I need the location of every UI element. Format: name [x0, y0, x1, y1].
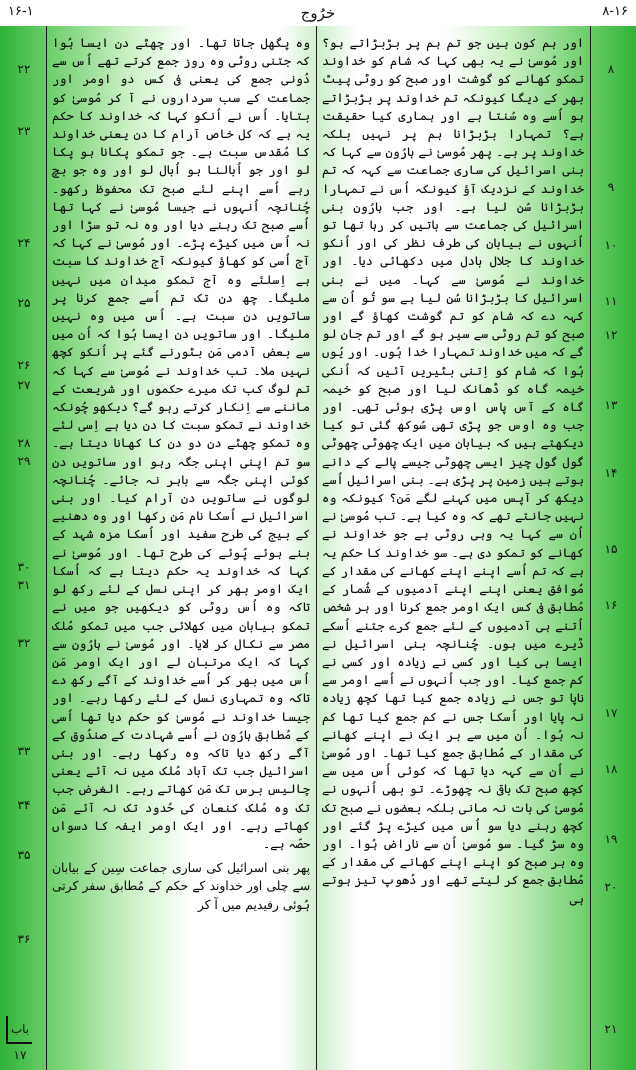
verse-number: ۸	[607, 62, 615, 76]
verse-number: ۱۵	[604, 542, 618, 556]
verse-number: ۳۲	[17, 636, 31, 650]
verse-number: ۲۹	[17, 454, 31, 468]
verse-number: ۳۰	[17, 560, 31, 574]
verse-number: ۱۳	[604, 398, 618, 412]
verse-number: ۳۶	[17, 932, 31, 946]
verse-number: ۲۵	[17, 296, 31, 310]
verse-number: ۹	[607, 180, 615, 194]
verse-number: ۲۸	[17, 436, 31, 450]
right-margin-rule	[590, 26, 591, 1070]
verse-number: ۱۰	[604, 238, 618, 252]
next-chapter-opening: پھر بنی اسرائیل کی ساری جماعت سِین کے بیابان سے چلی اور خداوند کے حکم کے مُطابق سفر کرتی ہُوئی رفیدیم میں آ کر	[52, 861, 310, 912]
verse-number: ۲۱	[604, 1022, 618, 1036]
page-header	[0, 0, 636, 26]
verse-number: ۱۶	[604, 598, 618, 612]
verse-number: ۱۹	[604, 832, 618, 846]
verse-number: ۲۰	[604, 880, 618, 894]
verse-number: ۱۱	[604, 294, 618, 308]
verse-number: ۲۷	[17, 378, 31, 392]
verse-number: ۲۳	[17, 124, 31, 138]
chapter-range-right: ۸-۱۶	[602, 4, 628, 19]
verse-number: ۱۴	[604, 466, 618, 480]
verse-number: ۳۳	[17, 744, 31, 758]
verse-number: ۲۲	[17, 62, 31, 76]
verse-number: ۳۵	[17, 848, 31, 862]
verse-number: ۱۷	[604, 706, 618, 720]
verse-number: ۱۸	[604, 762, 618, 776]
left-margin-rule	[46, 26, 47, 1070]
chapter-range-left: ۱۶-۱	[8, 4, 34, 19]
center-column-rule	[316, 26, 317, 1070]
verse-number: ۳۴	[17, 798, 31, 812]
verse-number: ۲۴	[17, 236, 31, 250]
verse-number: ۳۱	[17, 578, 31, 592]
left-column-text: وہ پگھل جاتا تھا۔ اور چھٹے دن ایسا ہُوا کہ جتنی روٹی وہ روز جمع کرتے تھے اُس سے دُونی جمع کی یعنی فی کس دو اومر اور جماعت کے سب سرداروں نے آ کر مُوسیٰ کو بتایا۔ اُس نے اُنکو کہا کہ خداوند کا حکم یہ ہے کہ کل خاص آرام کا دن یعنی خداوند کا مُقدس سبت ہے۔ جو تمکو پکانا ہو پکا لو اور جو اُبالنا ہو اُبال لو اور وہ جو بچ رہے اُسے اپنے لئے صبح تک محفوظ رکھو۔ چُنانچہ اُنہوں نے جیسا مُوسیٰ نے کہا تھا اُسے صبح تک رہنے دیا اور وہ نہ تو سڑا اور نہ اُس میں کیڑے پڑے۔ اور مُوسیٰ نے کہا کہ آج اُسی کو کھاؤ کیونکہ آج خداوند کا سبت ہے اِسلئے وہ آج تمکو میدان میں نہیں ملیگا۔ چھ دن تک تم اُسے جمع کرنا پر ساتویں دن سبت ہے۔ اُس میں وہ نہیں ملیگا۔ اور ساتویں دن ایسا ہُوا کہ اُن میں سے بعض آدمی مَن بٹورنے گئے پر اُنکو کچھ نہیں ملا۔ تب خداوند نے مُوسیٰ سے کہا کہ تم لوگ کب تک میرے حکموں اور شریعت کے ماننے سے اِنکار کرتے رہو گے؟ دیکھو چُونکہ خداوند نے تمکو سبت کا دن دیا ہے اِسی لئے وہ تمکو چھٹے دن دو دن کا کھانا دیتا ہے۔ سو تم اپنی اپنی جگہ رہو اور ساتویں دن کوئی اپنی جگہ سے باہر نہ جائے۔ چُنانچہ لوگوں نے ساتویں دن آرام کیا۔ اور بنی اسرائیل نے اُسکا نام مَن رکھا اور وہ دھنیے کے بیج کی طرح سفید اور اُسکا مزہ شہد کے بنے ہوئے پُوئے کی طرح تھا۔ اور مُوسیٰ نے کہا کہ خداوند یہ حکم دیتا ہے کہ اُسکا ایک اومر بھر کر اپنی نسل کے لئے رکھ لو تاکہ وہ اُس روٹی کو دیکھیں جو میں نے تمکو بیابان میں کھلائی جب میں تمکو مُلک مصر سے نکال کر لایا۔ اور مُوسیٰ نے ہارُون سے کہا کہ ایک مرتبان لے اور ایک اومر مَن اُس میں بھر کر اُسے خداوند کے آگے رکھ دے تاکہ وہ تمہاری نسل کے لئے رکھا رہے۔ اور جیسا خداوند نے مُوسیٰ کو حکم دیا تھا اُسی کے مُطابق ہارُون نے اُسے شہادت کے صندُوق کے آگے رکھ دیا تاکہ وہ رکھا رہے۔ اور بنی اسرائیل جب تک آباد مُلک میں نہ آئے یعنی چالیس برس تک مَن کھاتے رہے۔ الغرض جب تک وہ مُلک کنعان کی حُدود تک نہ آئے مَن کھاتے رہے۔ اور ایک اومر ایفہ کا دسواں حصّہ ہے۔	[52, 36, 310, 851]
right-text-column	[322, 34, 584, 1062]
book-title: خرُوج	[300, 4, 336, 22]
verse-number: ۲۶	[17, 358, 31, 372]
verse-number: ۱۲	[604, 328, 618, 342]
chapter-marker: باب ۱۷	[6, 1016, 32, 1044]
left-text-column	[52, 34, 310, 1062]
right-column-text: اور ہم کون ہیں جو تم ہم پر بڑبڑاتے ہو؟ اور مُوسیٰ نے یہ بھی کہا کہ شام کو خداوند تمکو کھانے کو گوشت اور صبح کو روٹی پیٹ بھر کے دیگا کیونکہ تم خداوند پر بڑبڑاتے ہو اُسے وہ سُنتا ہے اور ہماری کیا حقیقت ہے؟ تمہارا بڑبڑانا ہم پر نہیں بلکہ خداوند پر ہے۔ پھر مُوسیٰ نے ہارُون سے کہا کہ بنی اسرائیل کی ساری جماعت سے کہہ کہ تم خداوند کے نزدیک آؤ کیونکہ اُس نے تمہارا بڑبڑانا سُن لیا ہے۔ اور جب ہارُون بنی اسرائیل کی جماعت سے باتیں کر رہا تھا تو اُنہوں نے بیابان کی طرف نظر کی اور اُنکو خداوند کا جلال بادل میں دکھائی دیا۔ اور خداوند نے مُوسیٰ سے کہا۔ میں نے بنی اسرائیل کا بڑبڑانا سُن لیا ہے سو تُو اُن سے کہہ دے کہ شام کو تم گوشت کھاؤ گے اور صبح کو تم روٹی سے سیر ہو گے اور تم جان لو گے کہ میں خداوند تمہارا خدا ہُوں۔ اور یُوں ہُوا کہ شام کو اِتنی بٹیریں آئیں کہ اُنکی خیمہ گاہ کو ڈھانک لیا اور صبح کو خیمہ گاہ کے آس پاس اوس پڑی ہوئی تھی۔ اور جب وہ اوس جو پڑی تھی سُوکھ گئی تو کیا دیکھتے ہیں کہ بیابان میں ایک چھوٹی چھوٹی گول گول چیز ایسی چھوٹی جیسے پالے کے دانے ہوتے ہیں زمین پر پڑی ہے۔ بنی اسرائیل اُسے دیکھ کر آپس میں کہنے لگے مَن؟ کیونکہ وہ نہیں جانتے تھے کہ وہ کیا ہے۔ تب مُوسیٰ نے اُن سے کہا یہ وہی روٹی ہے جو خداوند نے کھانے کو تمکو دی ہے۔ سو خداوند کا حکم یہ ہے کہ تم اُسے اپنے اپنے کھانے کی مقدار کے مُوافق یعنی اپنے اپنے آدمیوں کے شُمار کے مُطابق فی کس ایک اومر جمع کرنا اور ہر شخص اُتنے ہی آدمیوں کے لئے جمع کرے جتنے اُسکے ڈیرے میں ہوں۔ چُنانچہ بنی اسرائیل نے ایسا ہی کیا اور کسی نے زیادہ اور کسی نے کم جمع کیا۔ اور جب اُنہوں نے اُسے اومر سے ناپا تو جس نے زیادہ جمع کیا تھا کچھ زیادہ نہ پایا اور اُسکا جس نے کم جمع کیا تھا کم نہ ہُوا۔ اُن میں سے ہر ایک نے اپنے کھانے کی مقدار کے مُطابق جمع کیا تھا۔ اور مُوسیٰ نے اُن سے کہہ دیا تھا کہ کوئی اُس میں سے کچھ صبح تک باقی نہ چھوڑے۔ تو بھی اُنہوں نے مُوسیٰ کی بات نہ مانی بلکہ بعضوں نے صبح تک کچھ رہنے دیا سو اُس میں کیڑے پڑ گئے اور وہ سڑ گیا۔ سو مُوسیٰ اُن سے ناراض ہُوا۔ اور وہ ہر صبح کو اپنے اپنے کھانے کی مقدار کے مُطابق جمع کر لیتے تھے اور دُھوپ تیز ہوتے ہی	[322, 36, 584, 906]
